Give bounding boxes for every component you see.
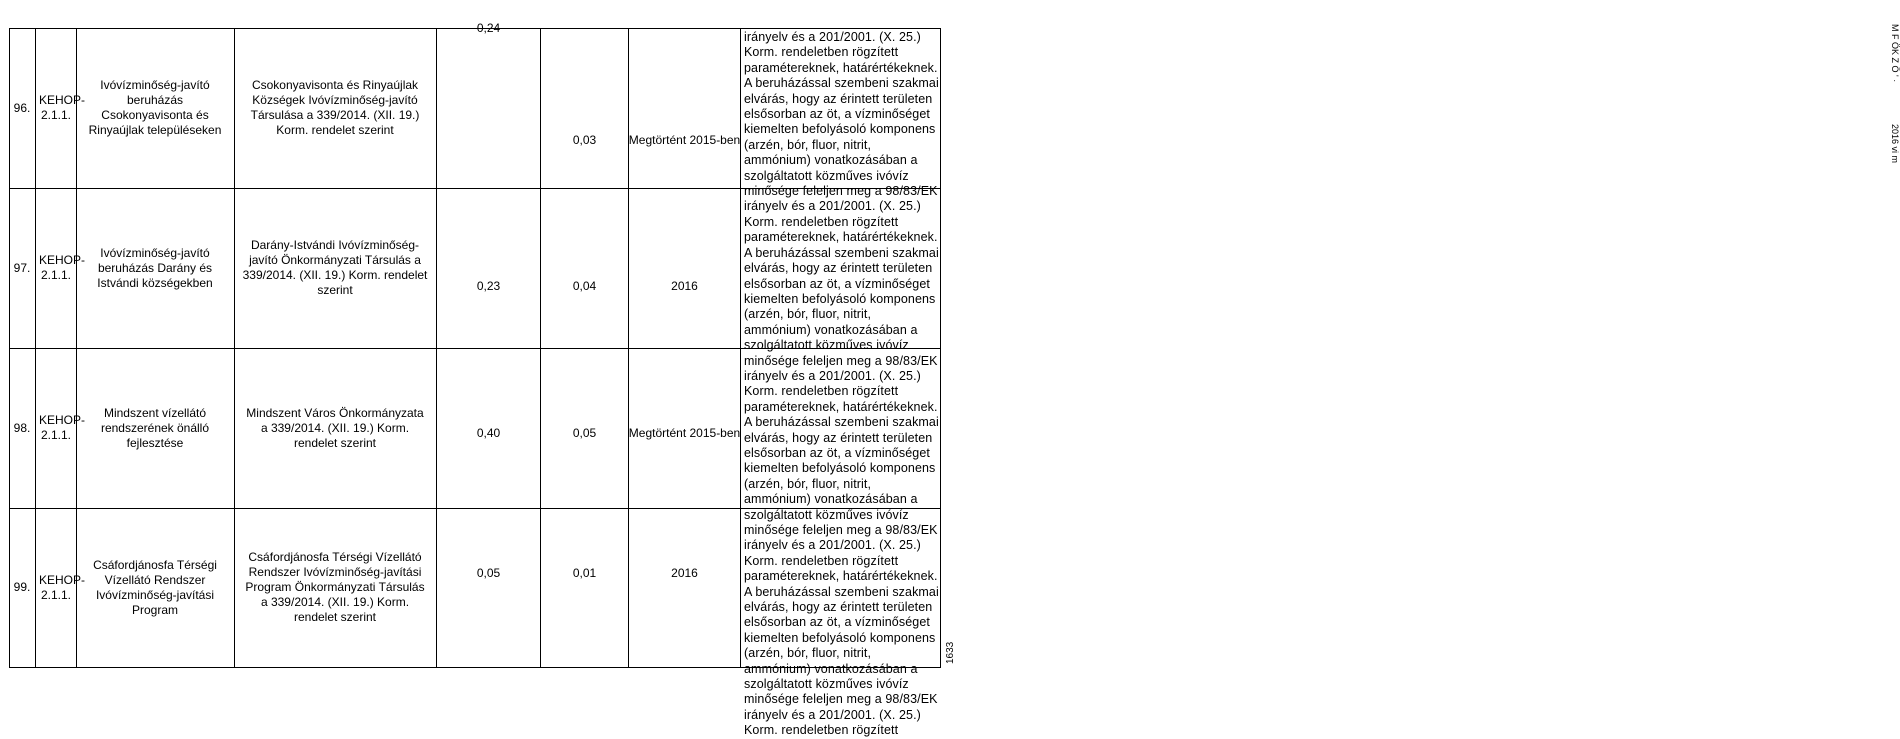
requirement-line: elvárás, hogy az érintett területen	[744, 600, 933, 615]
column-divider	[234, 28, 235, 668]
requirement-line: ammónium) vonatkozásában a	[744, 661, 918, 676]
requirement-line: irányelv és a 201/2001. (X. 25.)	[744, 368, 921, 383]
requirement-line: kiemelten befolyásoló komponens	[744, 291, 936, 306]
margin-date-fragment: 2016 vi m	[1890, 124, 1900, 164]
total-cost: 0,05	[476, 566, 501, 580]
requirements-text	[744, 30, 940, 739]
requirement-line: (arzén, bór, fluor, nitrit,	[744, 137, 872, 152]
requirement-line: minősége feleljen meg a 98/83/EK	[744, 692, 938, 707]
beneficiary: Darány-Istvándi Ivóvízminőség-javító Önkormányzati Társulás a 339/2014. (XII. 19.) Korm. rendelet szerint	[242, 238, 428, 297]
requirements-column	[744, 30, 940, 738]
status: 2016	[671, 566, 698, 580]
requirement-line: irányelv és a 201/2001. (X. 25.)	[744, 199, 921, 214]
requirement-line: A beruházással szembeni szakmai	[744, 245, 939, 260]
requirement-line: Korm. rendeletben rögzített	[744, 45, 899, 60]
requirement-line: minősége feleljen meg a 98/83/EK	[744, 353, 938, 368]
requirement-line: elsősorban az öt, a vízminőséget	[744, 445, 930, 460]
requirement-line: minősége feleljen meg a 98/83/EK	[744, 184, 938, 199]
requirement-line: Korm. rendeletben rögzített	[744, 214, 899, 229]
requirement-line: Korm. rendeletben rögzített	[744, 723, 899, 738]
program-code: KEHOP-2.1.1.	[39, 93, 86, 122]
project-name: Csáfordjánosfa Térségi Vízellátó Rendszer Ivóvízminőség-javítási Program	[93, 557, 217, 617]
requirement-line: (arzén, bór, fluor, nitrit,	[744, 307, 872, 322]
eu-contribution: 0,04	[572, 279, 597, 293]
requirement-line: paramétereknek, határértékeknek.	[744, 230, 938, 245]
requirement-line: A beruházással szembeni szakmai	[744, 76, 939, 91]
requirement-line: paramétereknek, határértékeknek.	[744, 569, 938, 584]
beneficiary: Csáfordjánosfa Térségi Vízellátó Rendszer Ivóvízminőség-javítási Program Önkormányzati Társulás a 339/2014. (XII. 19.) Korm. rendelet szerint	[245, 550, 425, 624]
row-number: 96.	[13, 100, 31, 115]
column-divider	[740, 28, 741, 668]
page-number: 1633	[945, 641, 956, 664]
total-cost: 0,23	[476, 279, 501, 293]
row-number: 97.	[13, 260, 31, 275]
requirement-line: A beruházással szembeni szakmai	[744, 584, 939, 599]
program-code: KEHOP-2.1.1.	[39, 253, 86, 282]
requirement-line: szolgáltatott közműves ivóvíz	[744, 507, 909, 522]
requirement-line: paramétereknek, határértékeknek.	[744, 60, 938, 75]
eu-contribution: 0,05	[572, 426, 597, 440]
requirement-line: kiemelten befolyásoló komponens	[744, 122, 936, 137]
right-margin	[941, 0, 1900, 668]
requirement-line: ammónium) vonatkozásában a	[744, 153, 918, 168]
requirement-line: (arzén, bór, fluor, nitrit,	[744, 476, 872, 491]
eu-contribution: 0,03	[572, 133, 597, 147]
project-name: Ivóvízminőség-javító beruházás Darány és Istvándi községekben	[97, 245, 213, 290]
status: Megtörtént 2015-ben	[628, 133, 741, 147]
total-cost: 0,40	[476, 426, 501, 440]
requirement-line: elvárás, hogy az érintett területen	[744, 430, 933, 445]
column-divider	[540, 28, 541, 668]
requirement-line: szolgáltatott közműves ivóvíz	[744, 168, 909, 183]
requirement-line: Korm. rendeletben rögzített	[744, 384, 899, 399]
column-divider	[436, 28, 437, 668]
requirement-line: szolgáltatott közműves ivóvíz	[744, 677, 909, 692]
project-name: Mindszent vízellátó rendszerének önálló fejlesztése	[100, 405, 210, 450]
requirement-line: elvárás, hogy az érintett területen	[744, 261, 933, 276]
requirement-line: kiemelten befolyásoló komponens	[744, 630, 936, 645]
requirement-line: kiemelten befolyásoló komponens	[744, 461, 936, 476]
requirement-line: elsősorban az öt, a vízminőséget	[744, 615, 930, 630]
eu-contribution: 0,01	[572, 566, 597, 580]
beneficiary: Mindszent Város Önkormányzata a 339/2014. (XII. 19.) Korm. rendelet szerint	[246, 405, 424, 450]
requirement-line: ammónium) vonatkozásában a	[744, 492, 918, 507]
column-divider	[76, 28, 77, 668]
requirement-line: ammónium) vonatkozásában a	[744, 322, 918, 337]
column-divider	[628, 28, 629, 668]
requirement-line: paramétereknek, határértékeknek.	[744, 399, 938, 414]
requirement-line: elsősorban az öt, a vízminőséget	[744, 276, 930, 291]
requirement-line: (arzén, bór, fluor, nitrit,	[744, 646, 872, 661]
status: 2016	[671, 279, 698, 293]
beneficiary: Csokonyavisonta és Rinyaújlak Községek Ivóvízminőség-javító Társulása a 339/2014. (XII. 19.) Korm. rendelet szerint	[250, 78, 420, 137]
requirement-line: elvárás, hogy az érintett területen	[744, 91, 933, 106]
status: Megtörtént 2015-ben	[628, 426, 741, 440]
program-code: KEHOP-2.1.1.	[39, 572, 86, 602]
row-number: 98.	[13, 420, 31, 435]
project-name: Ivóvízminőség-javító beruházás Csokonyavisonta és Rinyaújlak településeken	[88, 78, 222, 137]
requirement-line: irányelv és a 201/2001. (X. 25.)	[744, 538, 921, 553]
requirement-line: A beruházással szembeni szakmai	[744, 415, 939, 430]
margin-header-fragment: M F ÖK Z Ö ' ·	[1890, 24, 1900, 83]
requirement-line: irányelv és a 201/2001. (X. 25.)	[744, 30, 921, 44]
requirement-line: minősége feleljen meg a 98/83/EK	[744, 523, 938, 537]
requirement-line: Korm. rendeletben rögzített	[744, 553, 899, 568]
requirement-line: irányelv és a 201/2001. (X. 25.)	[744, 707, 921, 722]
requirement-line: elsősorban az öt, a vízminőséget	[744, 107, 930, 122]
total-cost: 0,24	[476, 21, 501, 35]
program-code: KEHOP-2.1.1.	[39, 413, 86, 442]
row-number: 99.	[13, 580, 31, 594]
requirement-line: szolgáltatott közműves ivóvíz	[744, 338, 909, 353]
